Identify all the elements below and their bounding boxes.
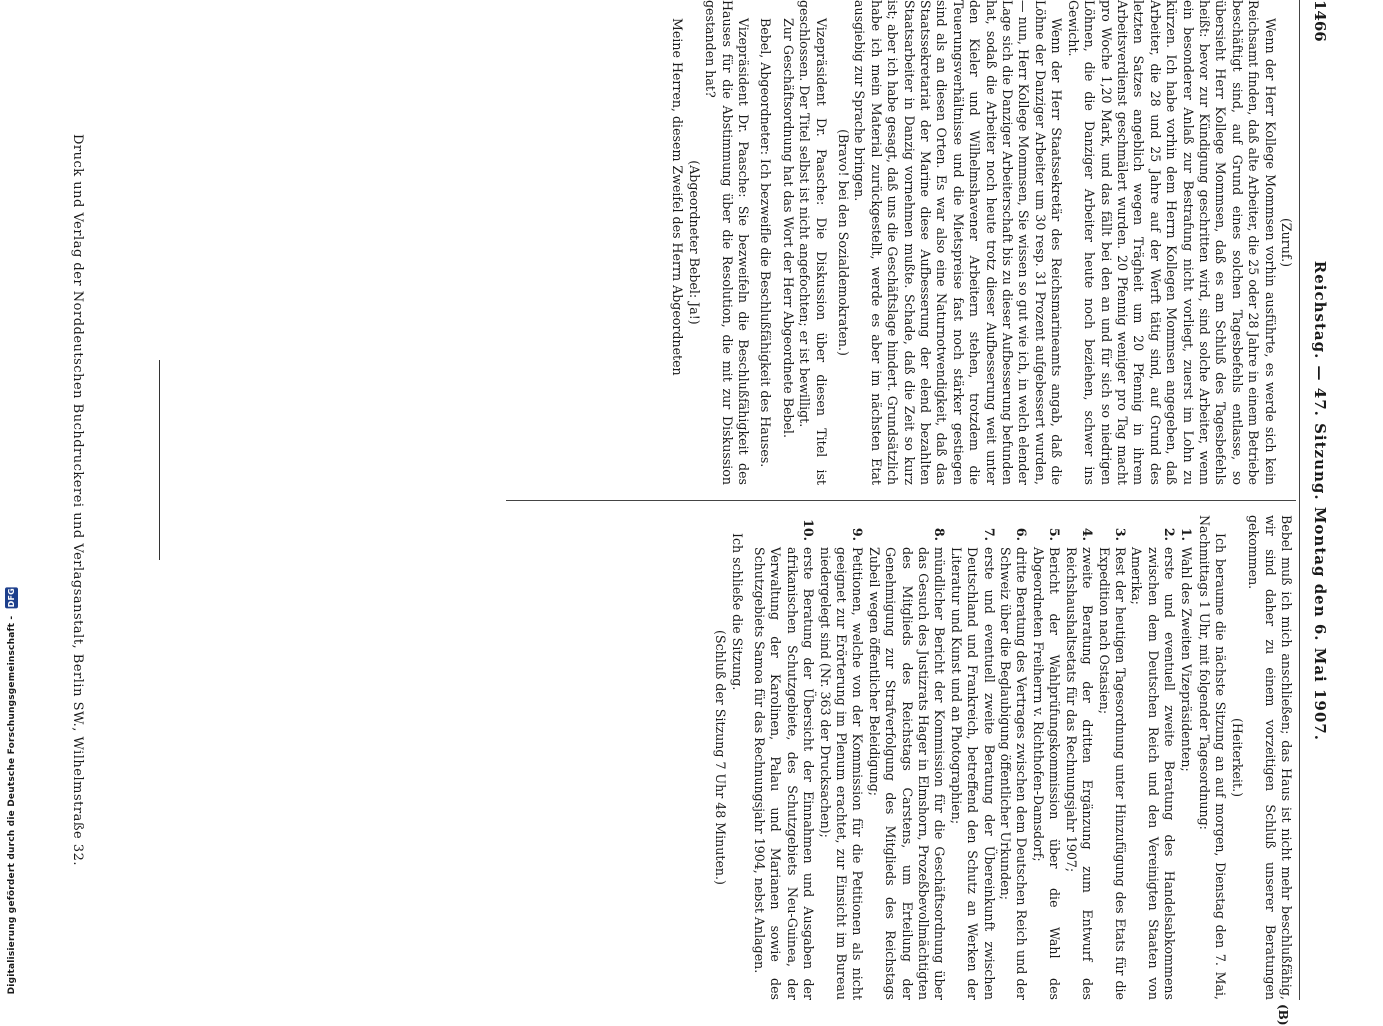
agenda-item: 7. erste und eventuell zweite Beratung der Übereinkunft zwischen Deutschland und Frankreich, betreffend den Schutz an Werken der Literatur und Kunst und an Photographien; <box>948 527 997 1000</box>
paragraph: (Heiterkeit.) <box>1229 718 1245 797</box>
right-column <box>712 515 1294 1000</box>
paragraph: (Abgeordneter Bebel: Ja!) <box>686 160 702 325</box>
agenda-item: 3. Rest der heutigen Tagesordnung unter Hinzufügung des Etats für die Expedition nach Ostasien; <box>1096 527 1128 1000</box>
paragraph: Vizepräsident Dr. Paasche: Sie bezweifeln die Beschlußfähigkeit des Hauses für die Abstimmung über die Resolution, die mit zur Diskussion gestanden hat? <box>703 0 751 485</box>
paragraph: (Zuruf.) <box>1279 217 1294 268</box>
page-number: 1466 <box>1311 0 1329 42</box>
paragraph: Wenn der Herr Staatssekretär des Reichsmarineamts angab, daß die Löhne der Danziger Arbeiter um 30 resp. 31 Prozent aufgebessert wurden, — nun, Herr Kollege Mommsen, Sie wissen so gut wie ich, in welch elender Lage sich die Danziger Arbeiterschaft bis zu dieser Aufbesserung befunden hat, sodaß die Arbeiter noch heute trotz dieser Aufbesserung weit unter den Kieler und Wilhelmshavener Arbeitern stehen, trotzdem die Teuerungsverhältnisse und die Mietspreise fast noch stärker gestiegen sind als an diesen Orten. Es war also eine Naturnotwendigkeit, daß das Staatssekretariat der Marine diese Aufbesserung der elend bezahlten Staatsarbeiter in Danzig vornehmen mußte. Schade, daß die Zeit so kurz ist; aber ich habe gesagt, daß uns die Geschäftslage hindert. Grundsätzlich habe ich mein Material zurückgestellt, werde es aber im nächsten Etat ausgiebig zur Sprache bringen. <box>852 0 1065 485</box>
dfg-logo: DFG <box>6 587 16 607</box>
paragraph: Ich beraume die nächste Sitzung an auf morgen, Dienstag den 7. Mai, Nachmittags 1 Uhr, mit folgender Tagesordnung: <box>1196 515 1229 1000</box>
agenda-item: 1. Wahl des Zweiten Vizepräsidenten; <box>1178 527 1194 772</box>
margin-marker-b: (B) <box>1276 1004 1290 1026</box>
agenda-item: 4. zweite Beratung der dritten Ergänzung zum Entwurf des Reichshaushaltsetats für das Rechnungsjahr 1907; <box>1063 527 1096 1000</box>
printer-imprint: Druck und Verlag der Norddeutschen Buchdruckerei und Verlagsanstalt, Berlin SW., Wilhelmstraße 32. <box>70 133 85 867</box>
paragraph: Wenn der Herr Kollege Mommsen vorhin ausführte, es werde sich kein Reichsamt finden, daß alte Arbeiter, die 25 oder 28 Jahre in einem Betriebe beschäftigt sind, auf Grund eines solchen Tagesbefehls entlasse, so übersieht Herr Kollege Mommsen, daß es am Schluß des Tagesbefehls heißt: bevor zur Kündigung geschritten wird, sind solche Arbeiter, wenn ein besonderer Anlaß zur Bestrafung nicht vorliegt, zuerst im Lohn zu kürzen. Ich habe vorhin dem Herrn Kollegen Mommsen angegeben, daß Arbeiter, die 28 und 25 Jahre auf der Werft tätig sind, auf Grund des letzten Satzes angeblich wegen Trägheit um 20 Pfennig in ihrem Arbeitsverdienst geschmälert wurden. 20 Pfennig weniger pro Tag macht pro Woche 1,20 Mark, und das fällt bei den an und für sich so niedrigen Löhnen, die die Danziger Arbeiter heute noch beziehen, schwer ins Gewicht. <box>1065 0 1278 485</box>
agenda-item: 5. Bericht der Wahlprüfungskommission über die Wahl des Abgeordneten Freiherrn v. Richthofen-Damsdorf; <box>1030 527 1063 1000</box>
paragraph: Meine Herren, diesem Zweifel des Herrn Abgeordneten <box>670 18 686 376</box>
paragraph: Zur Geschäftsordnung hat das Wort der Herr Abgeordnete Bebel. <box>780 18 796 438</box>
page-title: Reichstag. — 47. Sitzung. Montag den 6. Mai 1907. <box>1311 260 1329 741</box>
paragraph: (Bravo! bei den Sozialdemokraten.) <box>836 129 852 356</box>
paragraph: Ich schließe die Sitzung. <box>729 533 745 691</box>
agenda-item: 9. Petitionen, welche von der Kommission für die Petitionen als nicht geeignet zur Erörterung im Plenum erachtet, zur Einsicht im Bureau niedergelegt sind (Nr. 363 der Drucksachen); <box>817 527 866 1000</box>
document-page <box>50 0 1340 1026</box>
left-column <box>669 0 1294 485</box>
funding-note <box>0 0 22 1000</box>
page-header <box>1299 0 1340 1000</box>
agenda-list <box>751 515 1194 1000</box>
agenda-item: 10. erste Beratung der Übersicht der Einnahmen und Ausgaben der afrikanischen Schutzgebiete, des Schutzgebiets Neu-Guinea, der Verwaltung der Karolinen, Palau und Marianen sowie des Schutzgebiets Samoa für das Rechnungsjahr 1904, nebst Anlagen. <box>752 519 817 1000</box>
paragraph: Vizepräsident Dr. Paasche: Die Diskussion über diesen Titel ist geschlossen. Der Titel selbst ist nicht angefochten; er ist bewilligt. <box>797 0 829 485</box>
horizontal-rule <box>159 360 160 560</box>
agenda-item: 2. erste und eventuell zweite Beratung des Handelsabkommens zwischen dem Deutschen Reich und den Vereinigten Staaten von Amerika; <box>1129 527 1178 1000</box>
column-divider <box>506 500 1296 501</box>
funding-note-text: Digitalisierung gefördert durch die Deutsche Forschungsgemeinschaft - <box>6 615 17 994</box>
paragraph: Bebel muß ich mich anschließen; das Haus ist nicht mehr beschlußfähig, wir sind daher zu einem vorzeitigen Schluß unserer Beratungen gekommen. <box>1246 515 1294 1000</box>
paragraph: (Schluß der Sitzung 7 Uhr 48 Minuten.) <box>713 630 729 885</box>
agenda-item: 6. dritte Beratung des Vertrages zwischen dem Deutschen Reich und der Schweiz über die Beglaubigung öffentlicher Urkunden; <box>998 527 1030 1000</box>
agenda-item: 8. mündlicher Bericht der Kommission für die Geschäftsordnung über das Gesuch des Justizrats Hager in Elmshorn, Prozeßbevollmächtigten des Mitglieds des Reichstags Carstens, um Erteilung der Genehmigung zur Strafverfolgung des Mitglieds des Reichstags Zubeil wegen öffentlicher Beleidigung; <box>866 527 948 1000</box>
paragraph: Bebel, Abgeordneter: Ich bezweifle die Beschlußfähigkeit des Hauses. <box>758 18 774 468</box>
